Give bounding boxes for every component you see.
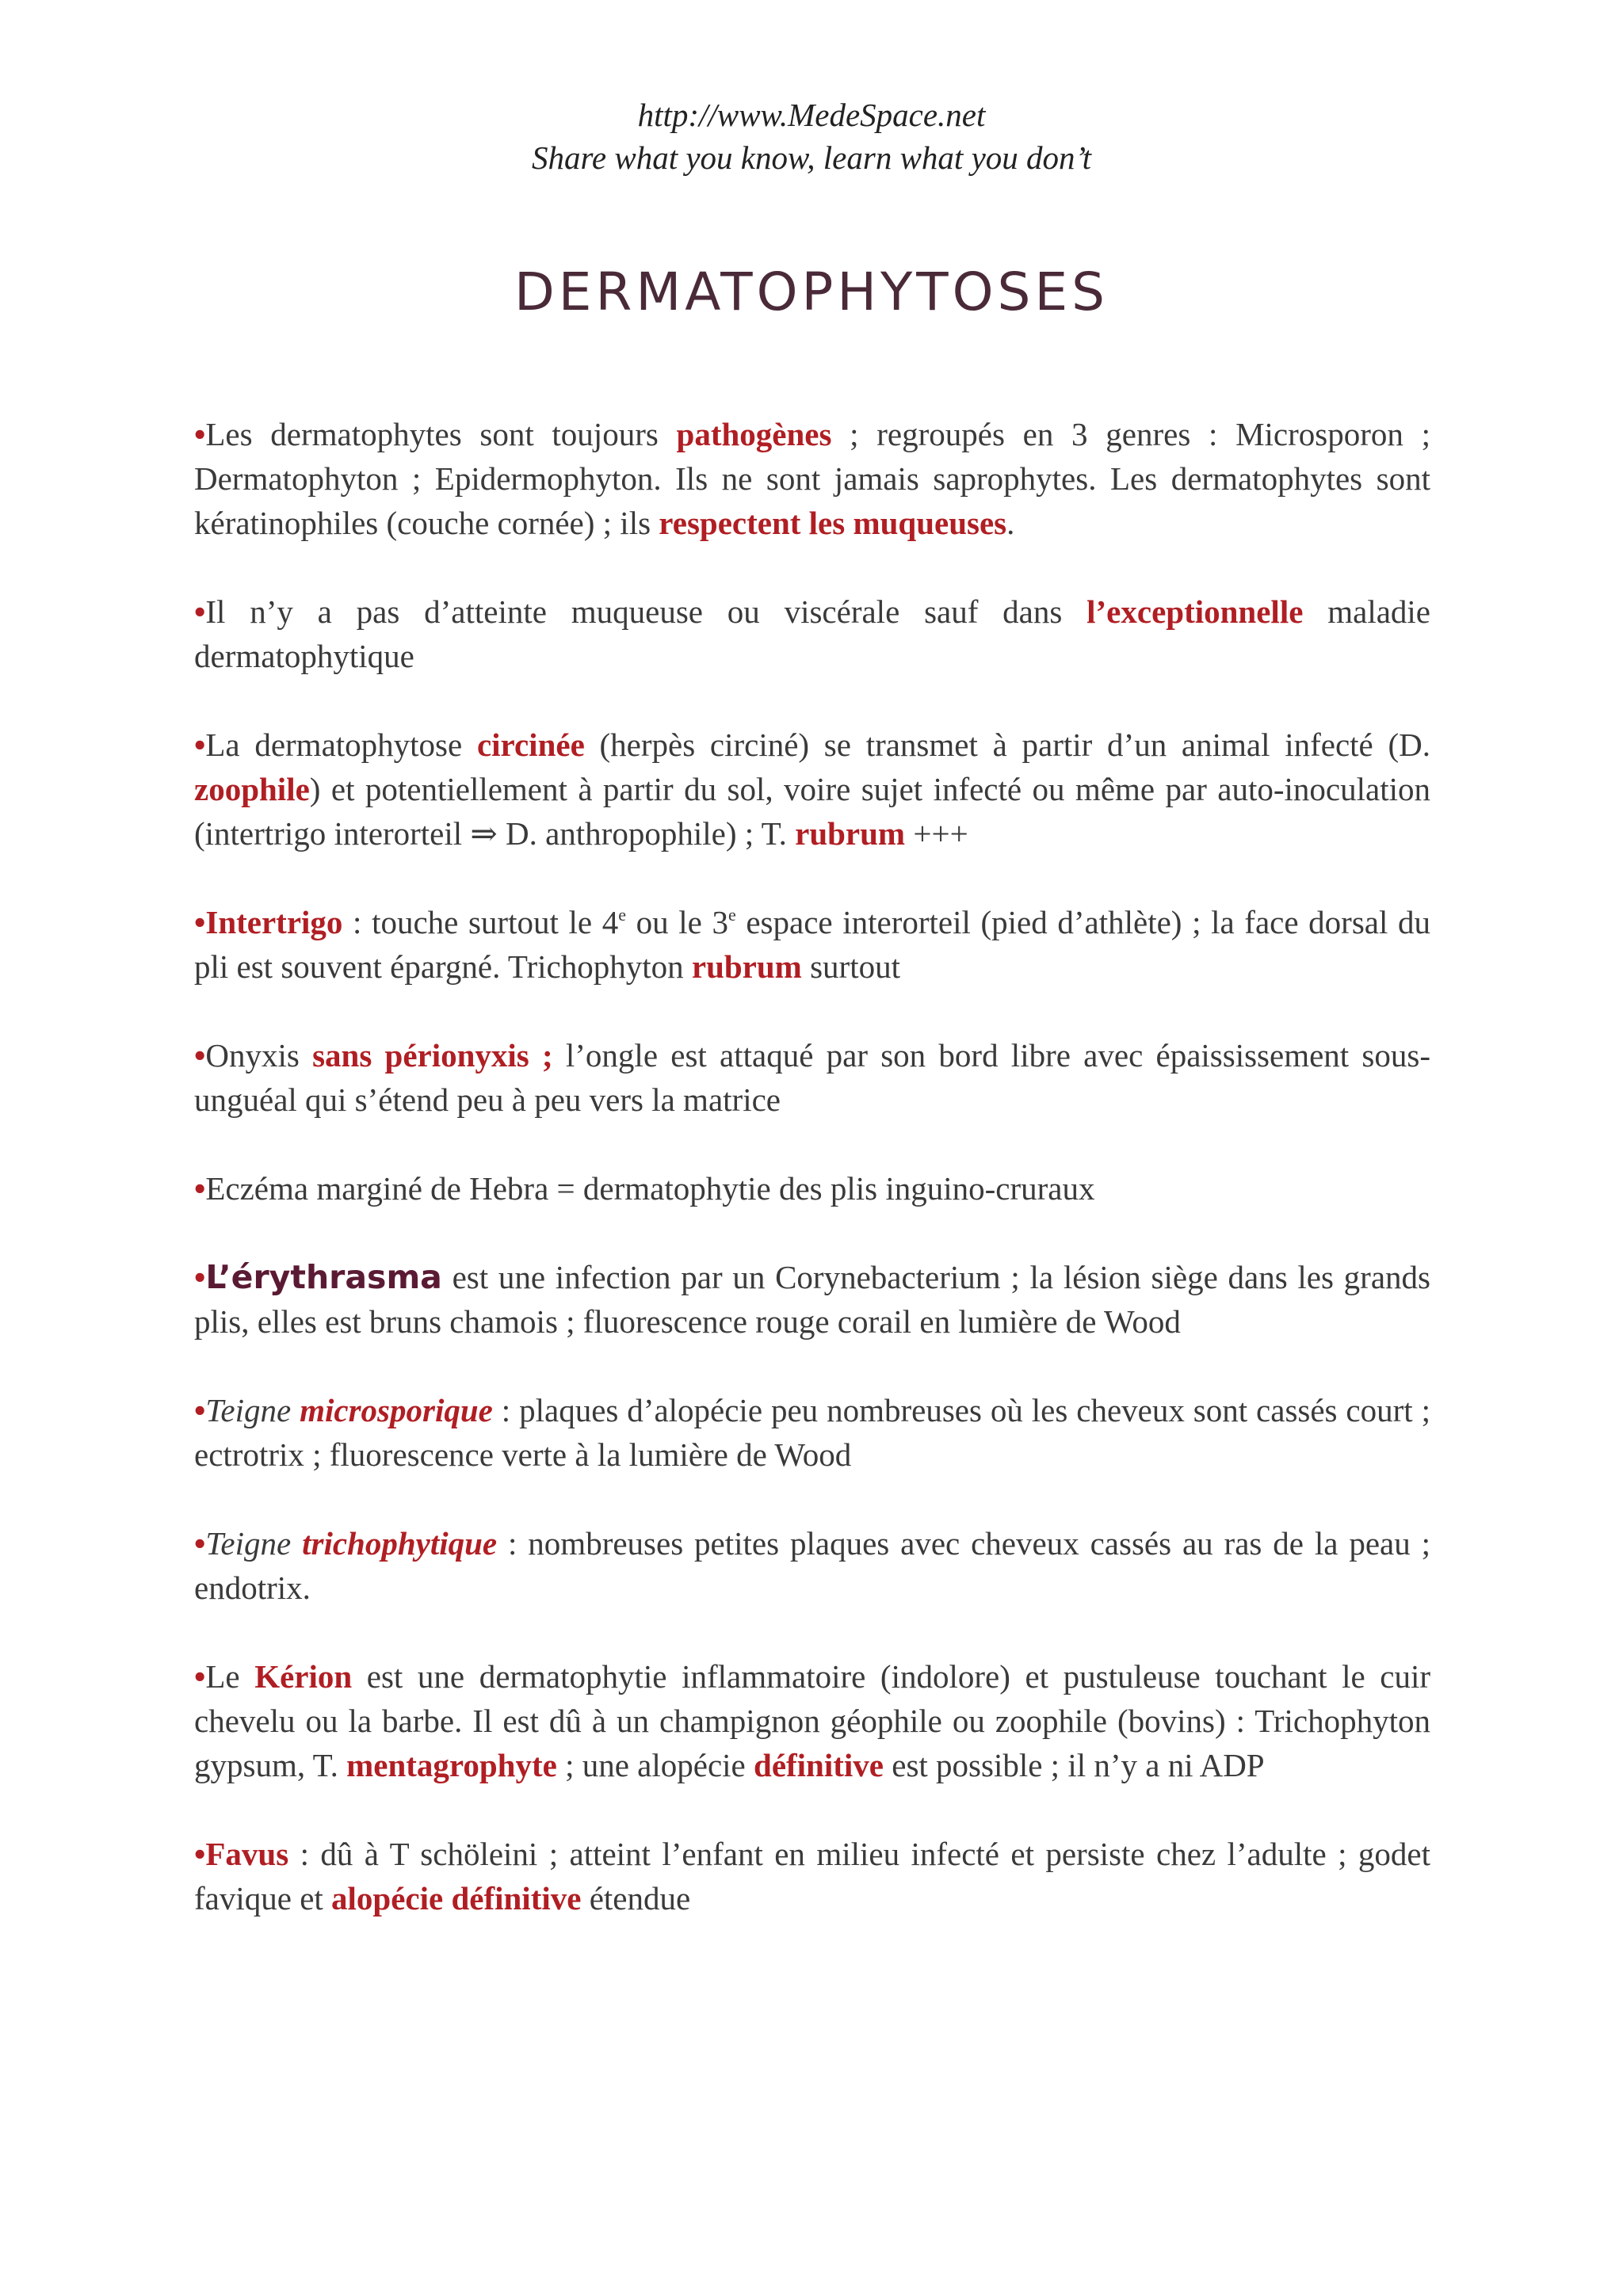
text: maladie dermatophytique — [194, 593, 1430, 674]
bullet: • — [194, 1836, 206, 1872]
text: ) et potentiellement à partir du sol, voire sujet infecté ou même par auto-inoculation (intertrigo interorteil ⇒ D. anthropophile) ; T. — [194, 771, 1430, 852]
highlight: rubrum — [691, 948, 802, 985]
text: l’ongle est attaqué par son bord libre avec épaississement sous-unguéal qui s’étend peu à peu vers la matrice — [194, 1037, 1430, 1118]
text: est une dermatophytie inflammatoire (indolore) et pustuleuse touchant le cuir chevelu ou la barbe. Il est dû à un champignon géophile ou zoophile (bovins) : Trichophyton gypsum, T. — [194, 1658, 1430, 1783]
paragraph-kerion — [194, 1654, 1430, 1787]
header-url: http://www.MedeSpace.net — [637, 97, 986, 133]
text: ; une alopécie — [556, 1747, 754, 1783]
bullet: • — [194, 1392, 206, 1428]
highlight: l’exceptionnelle — [1086, 593, 1304, 630]
text: Les dermatophytes sont toujours — [205, 416, 677, 452]
text: Onyxis — [205, 1037, 313, 1074]
bullet: • — [194, 904, 206, 940]
text: : dû à T schöleini ; atteint l’enfant en milieu infecté et persiste chez l’adulte ; godet favique et — [194, 1836, 1430, 1917]
paragraph-eczema — [194, 1166, 1430, 1211]
paragraph-intertrigo — [194, 900, 1430, 989]
text: : nombreuses petites plaques avec cheveux cassés au ras de la peau ; endotrix. — [194, 1525, 1431, 1606]
text: surtout — [801, 948, 900, 985]
highlight: mentagrophyte — [346, 1747, 557, 1783]
highlight: circinée — [476, 727, 585, 763]
paragraph-onyxis — [194, 1033, 1430, 1122]
bullet: • — [194, 1037, 206, 1074]
highlight: rubrum — [795, 815, 906, 852]
bullet: • — [194, 1259, 206, 1295]
page-header — [0, 93, 1623, 179]
highlight: sans périonyxis ; — [312, 1037, 553, 1074]
highlight: Favus — [205, 1836, 289, 1872]
paragraph-teigne-trichophytique — [194, 1521, 1430, 1610]
text: étendue — [581, 1880, 691, 1917]
paragraph-erythrasma — [194, 1255, 1430, 1344]
text: (herpès circiné) se transmet à partir d’un animal infecté (D. — [584, 727, 1430, 763]
text: : plaques d’alopécie peu nombreuses où les cheveux sont cassés court ; ectrotrix ; fluorescence verte à la lumière de Wood — [194, 1392, 1430, 1473]
italic-text: Teigne — [205, 1392, 300, 1428]
highlight: zoophile — [194, 771, 310, 807]
bullet: • — [194, 1170, 206, 1207]
superscript: e — [727, 905, 736, 925]
text: Il n’y a pas d’atteinte muqueuse ou viscérale sauf dans — [205, 593, 1087, 630]
bullet: • — [194, 1525, 206, 1562]
text: +++ — [905, 815, 968, 852]
text: est une infection par un Corynebacterium ; la lésion siège dans les grands plis, elles est bruns chamois ; fluorescence rouge corail en lumière de Wood — [194, 1259, 1430, 1340]
highlight: L’érythrasma — [205, 1258, 442, 1296]
page-title: DERMATOPHYTOSES — [514, 261, 1109, 322]
text: Le — [205, 1658, 255, 1695]
text: ou le 3 — [625, 904, 728, 940]
paragraph-dermatophytes — [194, 412, 1430, 545]
text: La dermatophytose — [205, 727, 477, 763]
text: espace interorteil (pied d’athlète) ; la face dorsal du pli est souvent épargné. Trichophyton — [194, 904, 1430, 985]
text: : touche surtout le 4 — [342, 904, 619, 940]
bullet: • — [194, 416, 206, 452]
highlight: définitive — [754, 1747, 884, 1783]
highlight: respectent les muqueuses — [659, 505, 1007, 541]
document-body — [194, 412, 1430, 1965]
highlight: Kérion — [254, 1658, 353, 1695]
highlight: microsporique — [300, 1392, 493, 1428]
paragraph-circinee — [194, 723, 1430, 856]
highlight: Intertrigo — [205, 904, 343, 940]
text: ; regroupés en 3 genres : Microsporon ; Dermatophyton ; Epidermophyton. Ils ne sont jamais saprophytes. Les dermatophytes sont kératinophiles (couche cornée) ; ils — [194, 416, 1431, 541]
header-tagline: Share what you know, learn what you don’t — [531, 139, 1092, 176]
paragraph-teigne-microsporique — [194, 1388, 1430, 1477]
paragraph-favus — [194, 1832, 1430, 1920]
highlight: pathogènes — [676, 416, 832, 452]
bullet: • — [194, 727, 206, 763]
italic-text: Teigne — [205, 1525, 303, 1562]
highlight: trichophytique — [302, 1525, 498, 1562]
paragraph-atteinte — [194, 589, 1430, 678]
superscript: e — [618, 905, 626, 925]
bullet: • — [194, 593, 206, 630]
text: . — [1006, 505, 1015, 541]
text: est possible ; il n’y a ni ADP — [884, 1747, 1265, 1783]
text: Eczéma marginé de Hebra = dermatophytie des plis inguino-cruraux — [205, 1170, 1095, 1207]
bullet: • — [194, 1658, 206, 1695]
highlight: alopécie définitive — [331, 1880, 582, 1917]
